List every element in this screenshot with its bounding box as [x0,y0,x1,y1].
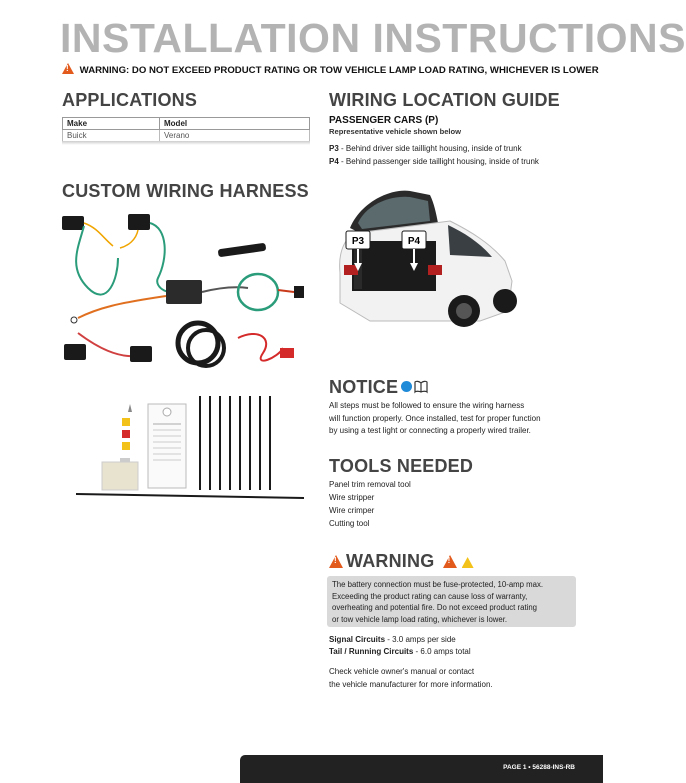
manual-icon [414,381,428,393]
page-number: PAGE 1 • 56288-INS-RB [503,764,575,771]
signal-circuits-label: Signal Circuits [329,635,386,644]
signal-circuits-value: - 3.0 amps per side [385,635,456,644]
tool-item: Wire crimper [329,506,375,515]
warning-box-line: or tow vehicle lamp load rating, whichever is lower. [332,614,508,624]
notice-line-2: will function properly. Once installed, test for proper function [329,413,541,423]
tool-item: Panel trim removal tool [329,480,411,489]
warning-triangle-icon [62,63,74,74]
p4-photo-label: P4 [407,236,421,247]
location-text: - Behind driver side taillight housing, inside of trunk [338,144,522,153]
warning-box-line: Exceeding the product rating can cause loss of warranty, [332,591,528,601]
column-header-make: Make [63,118,160,130]
location-code: P3 [329,144,339,153]
hardware-kit-image [72,390,308,502]
wiring-harness-image [58,208,308,378]
passenger-cars-subheading: PASSENGER CARS (P) [329,115,439,126]
page-title: INSTALLATION INSTRUCTIONS [60,15,686,61]
notice-line-1: All steps must be followed to ensure the wiring harness [329,401,525,410]
applications-table [62,117,310,142]
tools-heading: TOOLS NEEDED [329,456,474,476]
table-shadow [62,141,310,145]
cell-model: Verano [160,130,310,142]
signal-circuits-line [329,634,456,647]
column-header-model: Model [160,118,310,130]
check-manual-line-1: Check vehicle owner's manual or contact [329,667,475,676]
harness-heading: CUSTOM WIRING HARNESS [62,181,309,201]
table-header-row [63,118,310,130]
p3-photo-label: P3 [351,236,365,247]
notice-heading-row [329,377,428,398]
tail-circuits-line [329,646,471,659]
representative-note: Representative vehicle shown below [329,127,462,136]
applications-heading: APPLICATIONS [62,90,198,110]
location-text: - Behind passenger side taillight housing, inside of trunk [338,157,539,166]
info-icon [401,381,412,392]
warning-box-line: overheating and potential fire. Do not exceed product rating [332,603,538,613]
notice-heading: NOTICE [329,377,399,397]
warning-triangle-icon [329,555,343,568]
cell-make: Buick [63,130,160,142]
location-p3 [329,144,522,153]
top-warning-text: WARNING: DO NOT EXCEED PRODUCT RATING OR TOW VEHICLE LAMP LOAD RATING, WHICHEVER IS LOWER [79,65,599,76]
vehicle-photo [330,183,520,348]
tool-item: Wire stripper [329,493,375,502]
table-row [63,130,310,142]
location-code: P4 [329,157,339,166]
warning-triangle-icon [443,555,457,568]
tool-item: Cutting tool [329,519,370,528]
tail-circuits-value: - 6.0 amps total [413,647,471,656]
warning-heading-row [329,551,474,572]
electric-hazard-icon [462,557,474,568]
warning-box [327,576,576,627]
wiring-guide-heading: WIRING LOCATION GUIDE [329,90,560,110]
top-warning [62,63,599,76]
location-p4 [329,157,539,166]
notice-line-3: by using a test light or connecting a properly wired trailer. [329,426,531,435]
warning-heading: WARNING [346,551,435,571]
page-footer [240,755,603,783]
check-manual-line-2: the vehicle manufacturer for more information. [329,680,493,689]
tail-circuits-label: Tail / Running Circuits [329,647,414,656]
warning-box-line: The battery connection must be fuse-protected, 10-amp max. [332,580,544,589]
